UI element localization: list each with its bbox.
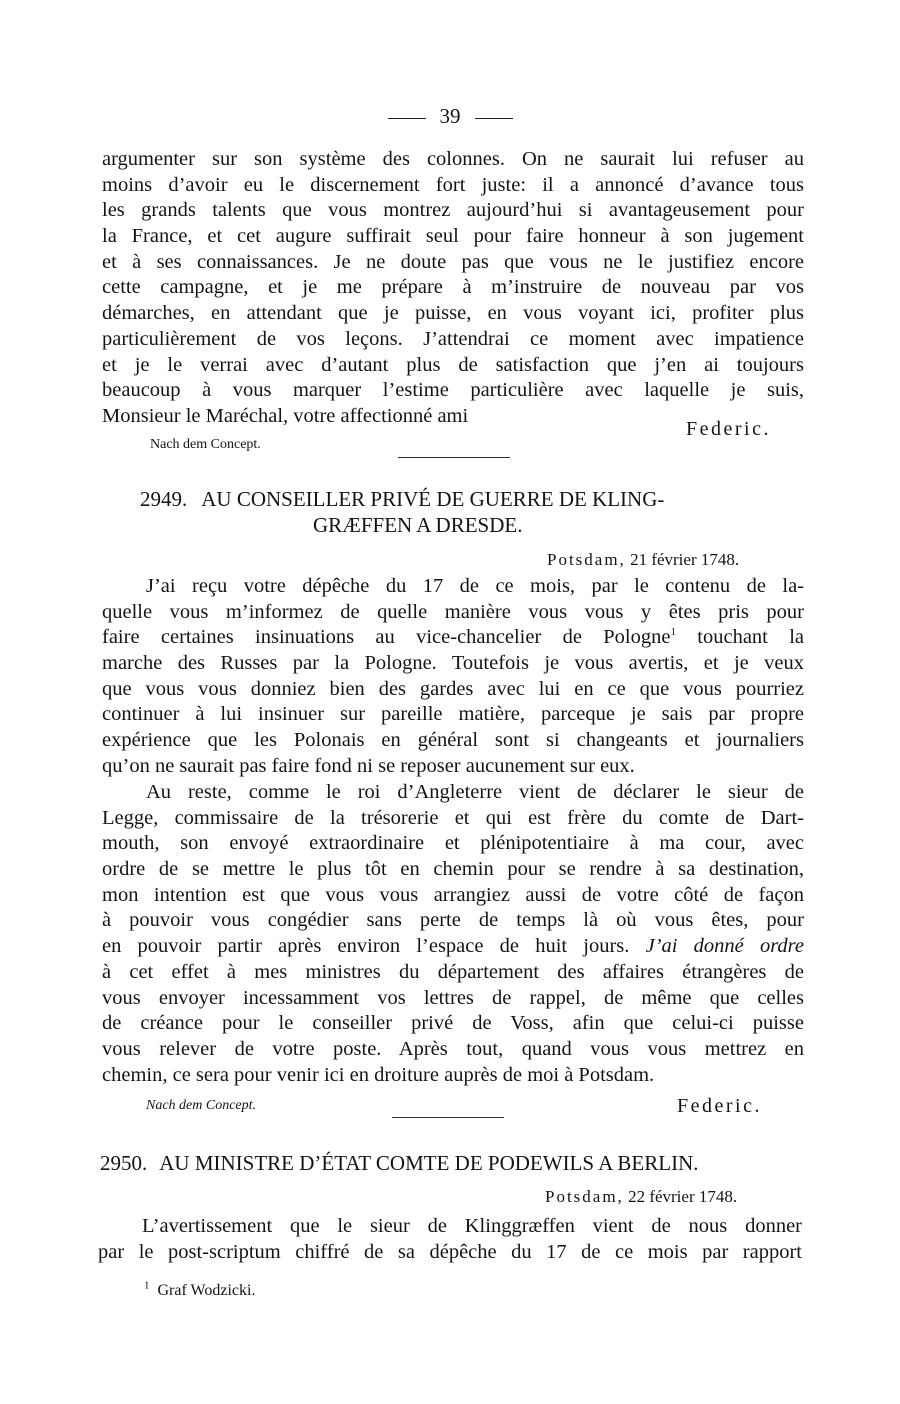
text-line: cette campagne, et je me prépare à m’instruire de nouveau par vos: [102, 276, 804, 299]
text-line: expérience que les Polonais en général sont si changeants et journaliers: [102, 729, 804, 752]
text-line: et je le verrai avec d’autant plus de satisfaction que j’en ai toujours: [102, 353, 804, 376]
source-note-2948: Nach dem Concept.: [150, 437, 261, 452]
text-line: de créance pour le conseiller privé de Voss, afin que celui-ci puisse: [102, 1012, 804, 1035]
text-segment: en pouvoir partir après environ l’espace de huit jours.: [102, 935, 630, 958]
text-segment: faire certaines insinuations au vice-chancelier de Pologne: [102, 626, 671, 649]
dateline-place: Potsdam,: [547, 550, 626, 569]
text-line: quelle vous m’informez de quelle manière vous vous y êtes pris pour: [102, 600, 804, 623]
italic-segment: J’ai donné ordre: [629, 935, 804, 958]
letter-2949-heading-line-2: GRÆFFEN A DRESDE.: [313, 513, 523, 537]
signature-2949: Federic.: [677, 1095, 762, 1117]
text-line: [102, 934, 804, 960]
text-line: marche des Russes par la Pologne. Toutefois je vous avertis, et je veux: [102, 652, 804, 675]
text-line: L’avertissement que le sieur de Klinggræffen vient de nous donner: [142, 1215, 802, 1237]
letter-2950-heading: [100, 1151, 699, 1176]
heading-text: AU MINISTRE D’ÉTAT COMTE DE PODEWILS A BERLIN.: [159, 1151, 699, 1175]
page-number-dash-left: [388, 118, 426, 119]
letter-2949-paragraph-1: [102, 574, 804, 780]
text-line: Monsieur le Maréchal, votre affectionné ami: [102, 404, 469, 427]
text-line: qu’on ne saurait pas faire fond ni se reposer aucunement sur eux.: [102, 754, 635, 777]
text-line: la France, et cet augure suffirait seul pour faire honneur à son jugement: [102, 225, 804, 248]
text-line: vous relever de votre poste. Après tout, quand vous vous mettrez en: [102, 1037, 804, 1060]
signature-2948: Federic.: [686, 418, 771, 440]
page-number: [0, 104, 900, 129]
dateline-date: 22 février 1748.: [628, 1187, 738, 1206]
text-line: beaucoup à vous marquer l’estime particulière avec laquelle je suis,: [102, 379, 804, 402]
dateline-2949: [547, 550, 739, 570]
letter-2949-paragraph-2: [102, 780, 804, 1088]
text-line: J’ai reçu votre dépêche du 17 de ce mois, par le contenu de la-: [146, 575, 804, 597]
footnote-marker: 1: [144, 1279, 150, 1292]
text-line: particulièrement de vos leçons. J’attendrai ce moment avec impatience: [102, 327, 804, 350]
text-line: les grands talents que vous montrez aujourd’hui si avantageusement pour: [102, 199, 804, 222]
text-line: continuer à lui insinuer sur pareille matière, parceque je sais par propre: [102, 703, 804, 726]
letter-number: 2949.: [140, 487, 188, 511]
text-line: Au reste, comme le roi d’Angleterre vient de déclarer le sieur de: [146, 781, 804, 803]
text-line: [102, 625, 804, 651]
letter-2949-heading: [140, 487, 664, 512]
text-line: ordre de se mettre le plus tôt en chemin pour se rendre à sa destination,: [102, 858, 804, 881]
section-divider: [398, 457, 510, 458]
text-line: Legge, commissaire de la trésorerie et qui est frère du comte de Dart-: [102, 806, 804, 829]
text-line: par le post-scriptum chiffré de sa dépêche du 17 de ce mois par rapport: [98, 1240, 802, 1263]
source-note-2949: Nach dem Concept.: [146, 1098, 257, 1113]
section-divider: [392, 1117, 504, 1118]
text-line: démarches, en attendant que je puisse, en vous voyant ici, profiter plus: [102, 302, 804, 325]
text-line: à cet effet à mes ministres du département des affaires étrangères de: [102, 960, 804, 983]
text-line: que vous vous donniez bien des gardes avec lui en ce que vous pourriez: [102, 677, 804, 700]
heading-line-1: AU CONSEILLER PRIVÉ DE GUERRE DE KLING-: [201, 487, 665, 511]
text-line: et à ses connaissances. Je ne doute pas que vous ne le justifiez encore: [102, 250, 804, 273]
page-number-dash-right: [475, 118, 513, 119]
dateline-date: 21 février 1748.: [630, 550, 740, 569]
letter-2948-body: [102, 147, 804, 430]
footnote: [144, 1279, 256, 1300]
page-number-value: 39: [439, 104, 461, 128]
text-line: mouth, son envoyé extraordinaire et plénipotentiaire à ma cour, avec: [102, 832, 804, 855]
footnote-ref: 1: [670, 626, 676, 639]
text-line: chemin, ce sera pour venir ici en droiture auprès de moi à Potsdam.: [102, 1063, 655, 1086]
letter-number: 2950.: [100, 1151, 148, 1175]
text-line: vous envoyer incessamment vos lettres de rappel, de même que celles: [102, 986, 804, 1009]
text-line: moins d’avoir eu le discernement fort juste: il a annoncé d’avance tous: [102, 173, 804, 196]
text-line: argumenter sur son système des colonnes. On ne saurait lui refuser au: [102, 148, 804, 170]
letter-2950-body: [98, 1214, 802, 1265]
dateline-2950: [545, 1187, 737, 1207]
text-line: à pouvoir vous congédier sans perte de temps là où vous êtes, pour: [102, 909, 804, 932]
dateline-place: Potsdam,: [545, 1187, 624, 1206]
text-line: mon intention est que vous vous arrangiez aussi de votre côté de façon: [102, 883, 804, 906]
text-segment: touchant la: [675, 626, 804, 649]
footnote-text: Graf Wodzicki.: [157, 1282, 256, 1299]
